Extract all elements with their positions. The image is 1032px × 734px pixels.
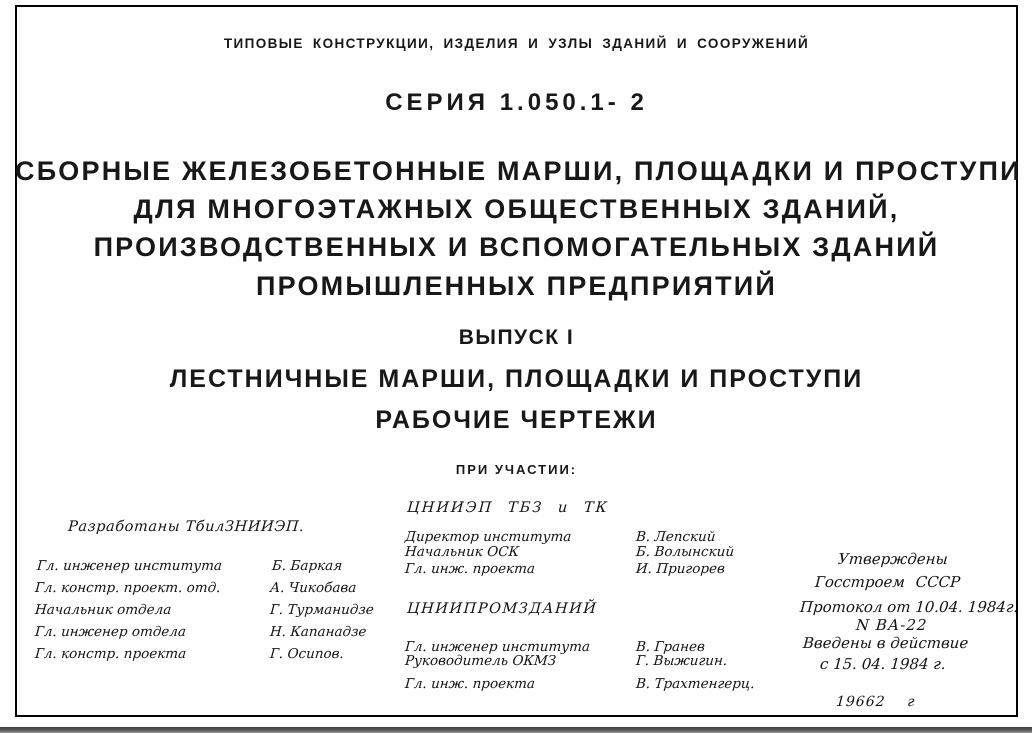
- credit-name: В. Гранев: [635, 639, 706, 655]
- credit-row: [34, 580, 375, 596]
- approval-line: N ВА-22: [855, 616, 929, 634]
- credit-role: Начальник отдела: [34, 602, 172, 618]
- credit-name: Г. Выжигин.: [635, 653, 728, 669]
- main-title-line-4: ПРОМЫШЛЕННЫХ ПРЕДПРИЯТИЙ: [255, 271, 777, 301]
- tsniiep-heading: ЦНИИЭП ТБЗ и ТК: [406, 500, 610, 516]
- credit-name: А. Чикобава: [269, 580, 357, 596]
- approval-line: с 15. 04. 1984 г.: [819, 655, 947, 673]
- participation-label: ПРИ УЧАСТИИ:: [455, 462, 578, 477]
- credit-name: Б. Баркая: [271, 558, 343, 574]
- credit-role: Гл. инженер отдела: [34, 624, 187, 640]
- credit-role: Гл. инж. проекта: [404, 676, 536, 692]
- approval-line: Утверждены: [837, 550, 949, 568]
- credit-row: [404, 561, 775, 577]
- credit-row: [404, 529, 775, 545]
- credit-role: Гл. констр. проекта: [34, 646, 187, 662]
- credit-role: Начальник ОСК: [404, 544, 520, 560]
- credit-row: [404, 544, 775, 560]
- document-category: ТИПОВЫЕ КОНСТРУКЦИИ, ИЗДЕЛИЯ И УЗЛЫ ЗДАНИЙ И СООРУЖЕНИЙ: [223, 36, 810, 51]
- credit-row: [34, 646, 375, 662]
- credit-row: [36, 558, 377, 574]
- credit-name: Б. Волынский: [635, 544, 735, 560]
- credit-role: Директор института: [404, 529, 572, 545]
- tsniipromzdaniy-heading: ЦНИИПРОМЗДАНИЙ: [406, 601, 599, 617]
- approval-line: Госстроем СССР: [814, 573, 961, 591]
- issue-number: ВЫПУСК I: [458, 326, 575, 349]
- developers-heading: Разработаны ТбилЗНИИЭП.: [67, 519, 305, 535]
- credit-row: [404, 653, 775, 669]
- credit-role: Гл. инженер института: [404, 639, 591, 655]
- credit-role: Руководитель ОКМЗ: [404, 653, 557, 669]
- main-title-line-3: ПРОИЗВОДСТВЕННЫХ И ВСПОМОГАТЕЛЬНЫХ ЗДАНИЙ: [93, 232, 940, 262]
- credit-name: В. Лепский: [635, 529, 717, 545]
- credit-row: [404, 676, 775, 692]
- credit-role: Гл. констр. проект. отд.: [34, 580, 222, 596]
- subtitle: ЛЕСТНИЧНЫЕ МАРШИ, ПЛОЩАДКИ И ПРОСТУПИ: [169, 365, 864, 393]
- credit-role: Гл. инж. проекта: [404, 561, 536, 577]
- approval-line: Протокол от 10.04. 1984г.: [799, 598, 1019, 616]
- credit-row: [34, 624, 375, 640]
- main-title-line-1: СБОРНЫЕ ЖЕЛЕЗОБЕТОННЫЕ МАРШИ, ПЛОЩАДКИ И ПРОСТУПИ: [15, 156, 1022, 186]
- credit-name: В. Трахтенгерц.: [635, 676, 756, 692]
- main-title-line-2: ДЛЯ МНОГОЭТАЖНЫХ ОБЩЕСТВЕННЫХ ЗДАНИЙ,: [133, 194, 900, 224]
- credit-name: Н. Капанадзе: [269, 624, 368, 640]
- series-title: СЕРИЯ 1.050.1- 2: [385, 89, 648, 116]
- scan-edge-bar: [0, 727, 1032, 733]
- credit-name: Г. Турманидзе: [269, 602, 375, 618]
- stamp-number: 19662 г: [835, 694, 916, 710]
- credit-name: Г. Осипов.: [269, 646, 345, 662]
- credit-role: Гл. инженер института: [36, 558, 223, 574]
- credit-row: [34, 602, 375, 618]
- approval-line: Введены в действие: [802, 634, 969, 652]
- document-kind: РАБОЧИЕ ЧЕРТЕЖИ: [375, 406, 658, 434]
- credit-name: И. Пригорев: [635, 561, 726, 577]
